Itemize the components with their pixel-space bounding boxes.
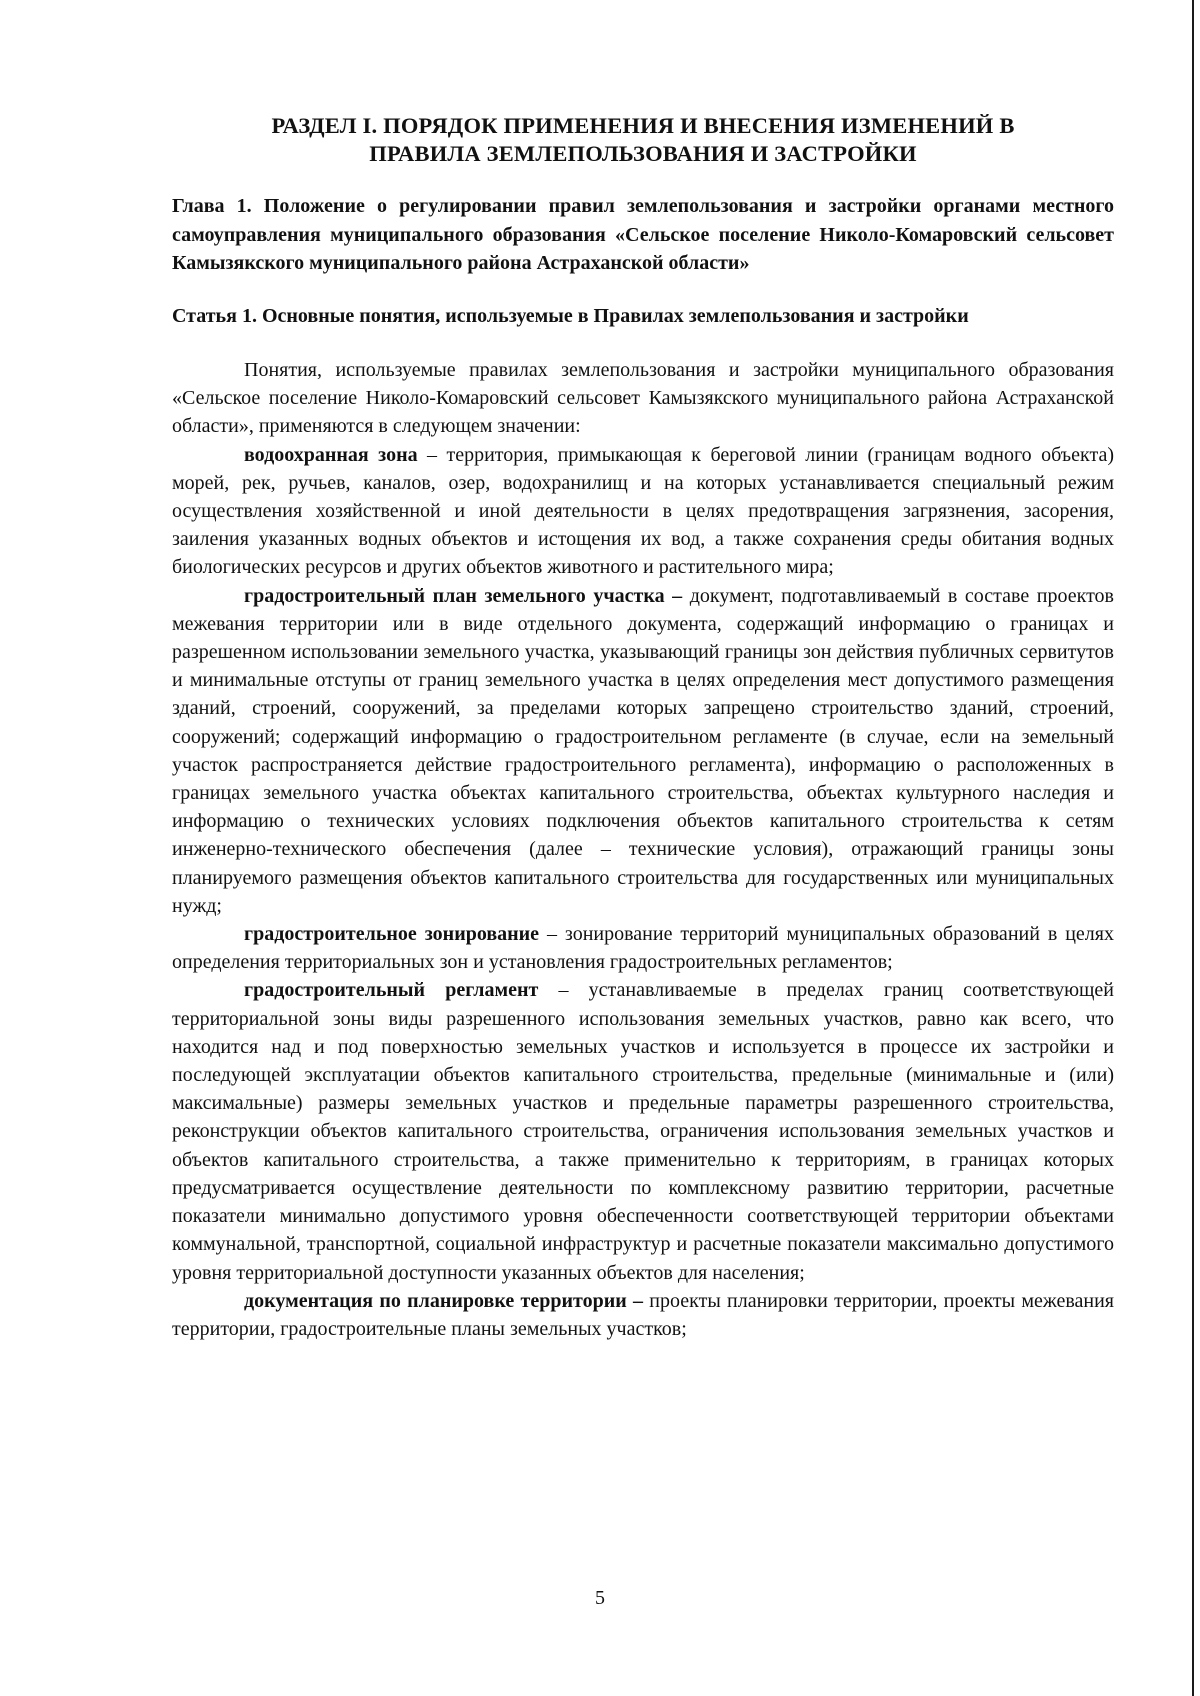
definition-text: – территория, примыкающая к береговой линии (границам водного объекта) морей, рек, ручьев, каналов, озер, водохранилищ и на которых устанавливается специальный режим осуществления хозяйственной и иной деятельности в целях предотвращения загрязнения, засорения, заиления указанных водных объектов и истощения их вод, а также сохранения среды обитания водных биологических ресурсов и других объектов животного и растительного мира;	[172, 443, 1114, 579]
section-title-line-1: РАЗДЕЛ I. ПОРЯДОК ПРИМЕНЕНИЯ И ВНЕСЕНИЯ ИЗМЕНЕНИЙ В	[271, 113, 1015, 138]
definition-paragraph	[172, 582, 1114, 920]
section-title-line-2: ПРАВИЛА ЗЕМЛЕПОЛЬЗОВАНИЯ И ЗАСТРОЙКИ	[369, 141, 917, 166]
chapter-title: Глава 1. Положение о регулировании правил землепользования и застройки органами местного самоуправления муниципального образования «Сельское поселение Николо-Комаровский сельсовет Камызякского муниципального района Астраханской области»	[172, 195, 1114, 274]
article-title: Статья 1. Основные понятия, используемые в Правилах землепользования и застройки	[172, 304, 969, 327]
intro-paragraph: Понятия, используемые правилах землепользования и застройки муниципального образования «Сельское поселение Николо-Комаровский сельсовет Камызякского муниципального района Астраханской области», применяются в следующем значении:	[172, 359, 1114, 438]
page-edge-border	[1192, 0, 1194, 1696]
definition-term: документация по планировке территории –	[244, 1289, 644, 1312]
definition-paragraph	[172, 920, 1114, 976]
definition-term: водоохранная зона	[244, 443, 418, 466]
definition-paragraph	[172, 976, 1114, 1286]
definition-text: – устанавливаемые в пределах границ соответствующей территориальной зоны виды разрешенного использования земельных участков, равно как всего, что находится над и под поверхностью земельных участков и используется в процессе их застройки и последующей эксплуатации объектов капитального строительства, предельные (минимальные и (или) максимальные) размеры земельных участков и предельные параметры разрешенного строительства, реконструкции объектов капитального строительства, ограничения использования земельных участков и объектов капитального строительства, а также применительно к территориям, в границах которых предусматривается осуществление деятельности по комплексному развитию территории, расчетные показатели минимально допустимого уровня обеспеченности соответствующей территории объектами коммунальной, транспортной, социальной инфраструктур и расчетные показатели максимально допустимого уровня территориальной доступности указанных объектов для населения;	[172, 979, 1114, 1284]
definition-text: документ, подготавливаемый в составе проектов межевания территории или в виде отдельного документа, содержащий информацию о границах и разрешенном использовании земельного участка, указывающий границы зон действия публичных сервитутов и минимальные отступы от границ земельного участка в целях определения мест допустимого размещения зданий, строений, сооружений, за пределами которых запрещено строительство зданий, строений, сооружений; содержащий информацию о градостроительном регламенте (в случае, если на земельный участок распространяется действие градостроительного регламента), информацию о расположенных в границах земельного участка объектах капитального строительства, объектах культурного наследия и информацию о технических условиях подключения объектов капитального строительства к сетям инженерно-технического обеспечения (далее – технические условия), отражающий границы зоны планируемого размещения объектов капитального строительства для государственных или муниципальных нужд;	[172, 584, 1114, 917]
page-number: 5	[595, 1587, 605, 1609]
article-body	[172, 356, 1114, 1343]
definition-term: градостроительный регламент	[244, 979, 539, 1002]
definition-term: градостроительный план земельного участка –	[244, 584, 683, 607]
definition-text: проекты планировки территории, проекты межевания территории, градостроительные планы земельных участков;	[172, 1289, 1114, 1340]
definition-paragraph	[172, 1287, 1114, 1343]
section-title	[172, 112, 1114, 168]
definition-text: – зонирование территорий муниципальных образований в целях определения территориальных зон и установления градостроительных регламентов;	[172, 923, 1114, 974]
definition-paragraph	[172, 441, 1114, 582]
definition-term: градостроительное зонирование	[244, 923, 540, 946]
page-content	[172, 112, 1114, 1343]
